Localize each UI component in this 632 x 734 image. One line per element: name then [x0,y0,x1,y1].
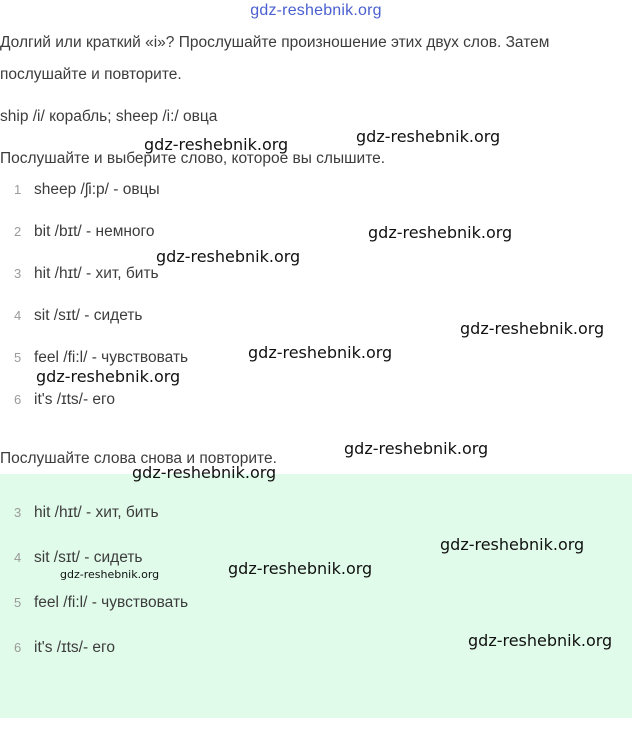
item-number: 5 [14,350,22,365]
intro-line-2: послушайте и повторите. [0,66,182,83]
task2-instruction: Послушайте слова снова и повторите. [0,450,277,467]
item-text: sit /sɪt/ - сидеть [34,307,143,324]
item-number: 6 [14,640,22,655]
watermark: gdz-reshebnik.org [356,127,501,146]
item-text: sheep /ʃi:p/ - овцы [34,181,160,198]
item-number: 3 [14,266,22,281]
list-item [14,349,188,367]
header-watermark: gdz-reshebnik.org [250,2,382,19]
watermark: gdz-reshebnik.org [228,559,373,578]
item-number: 2 [14,224,22,239]
item-number: 6 [14,392,22,407]
item-text: feel /fi:l/ - чувствовать [34,349,189,366]
list-item [14,504,159,522]
item-number: 4 [14,550,22,565]
list-item [14,223,154,241]
watermark: gdz-reshebnik.org [468,631,613,650]
watermark: gdz-reshebnik.org [440,535,585,554]
watermark: gdz-reshebnik.org [248,343,393,362]
item-number: 5 [14,595,22,610]
item-number: 3 [14,505,22,520]
item-text: bit /bɪt/ - немного [34,223,155,240]
list-item [14,594,188,612]
watermark: gdz-reshebnik.org [36,367,181,386]
list-item [14,639,115,657]
list-item [14,391,115,409]
watermark: gdz-reshebnik.org [132,463,277,482]
item-number: 4 [14,308,22,323]
list-item [14,549,143,567]
item-text: hit /hɪt/ - хит, бить [34,504,159,521]
list-item [14,307,143,325]
item-text: sit /sɪt/ - сидеть [34,549,143,566]
watermark: gdz-reshebnik.org [460,319,605,338]
watermark: gdz-reshebnik.org [156,247,301,266]
item-text: hit /hɪt/ - хит, бить [34,265,159,282]
watermark: gdz-reshebnik.org [368,223,513,242]
item-text: feel /fi:l/ - чувствовать [34,594,189,611]
intro-line-1: Долгий или краткий «i»? Прослушайте произношение этих двух слов. Затем [0,34,550,51]
task1-instruction: Послушайте и выберите слово, которое вы слышите. [0,150,386,167]
item-number: 1 [14,182,22,197]
item-text: it's /ɪts/- его [34,391,115,408]
watermark: gdz-reshebnik.org [144,135,289,154]
list-item [14,181,160,199]
intro-example: ship /i/ корабль; sheep /i:/ овца [0,108,218,125]
watermark: gdz-reshebnik.org [60,568,160,581]
list-item [14,265,159,283]
item-text: it's /ɪts/- его [34,639,115,656]
watermark: gdz-reshebnik.org [344,439,489,458]
